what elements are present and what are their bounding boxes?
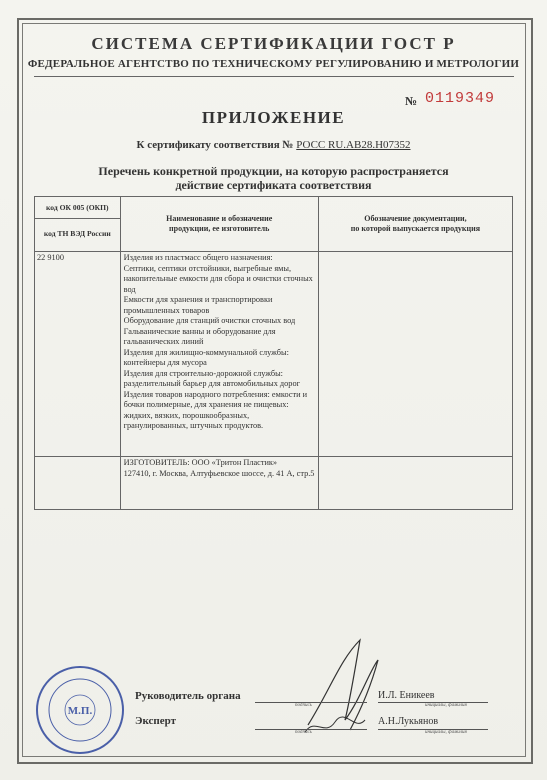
certificate-number: РОСС RU.AB28.H07352: [296, 139, 411, 151]
list-item: Изделия для строительно-дорожной службы: разделительный барьер для автомобильных дорог: [123, 368, 300, 388]
header-name-line-1: Наименование и обозначение: [166, 213, 273, 223]
expert-name: А.Н.Лукьянов: [378, 716, 439, 727]
expert-sign-caption: подпись: [295, 730, 312, 735]
form-number: 0119349: [425, 90, 496, 107]
head-name-caption: инициалы, фамилия: [425, 703, 467, 708]
signature-expert: [300, 712, 370, 742]
list-title-line-1: Перечень конкретной продукции, на которую распространяется: [98, 164, 449, 178]
round-seal-stamp: [34, 664, 126, 756]
table-row: [35, 252, 513, 457]
empty-code-cell: [35, 457, 121, 510]
header-divider: [34, 76, 514, 77]
header-tnved: код ТН ВЭД России: [43, 229, 111, 238]
list-item: Гальванические ванны и оборудование для гальванических линий: [123, 326, 276, 346]
table-header-row: [35, 197, 513, 252]
expert-label: Эксперт: [135, 715, 177, 727]
product-list: [120, 252, 318, 457]
list-item: Септики, септики отстойники, выгребные ямы, накопительные емкости для сбора и очистки сточных вод: [123, 263, 313, 294]
product-code: 22 9100: [35, 252, 121, 457]
head-sign-caption: подпись: [295, 703, 312, 708]
certificate-reference: [0, 139, 547, 151]
agency-title: ФЕДЕРАЛЬНОЕ АГЕНТСТВО ПО ТЕХНИЧЕСКОМУ РЕГУЛИРОВАНИЮ И МЕТРОЛОГИИ: [27, 58, 520, 70]
list-item: Изделия из пластмасс общего назначения:: [123, 253, 273, 262]
list-item: Изделия товаров народного потребления: емкости и бочки полимерные, для хранения не пищевых: жидких, вязких, порошкообразных, гранулированных, штучных продуктов.: [123, 389, 308, 430]
header-doc-line-2: по которой выпускается продукция: [350, 224, 481, 233]
documentation-cell: [318, 252, 512, 457]
list-title-line-2: действие сертификата соответствия: [175, 178, 372, 192]
system-title: СИСТЕМА СЕРТИФИКАЦИИ ГОСТ Р: [91, 34, 456, 53]
list-item: Емкости для хранения и транспортировки промышленных товаров: [123, 295, 273, 315]
manufacturer: [120, 457, 318, 510]
head-label: Руководитель органа: [135, 690, 241, 702]
manufacturer-address: 127410, г. Москва, Алтуфьевское шоссе, д. 41 А, стр.5: [123, 468, 315, 478]
list-item: Оборудование для станций очистки сточных вод: [123, 316, 296, 325]
number-label: №: [405, 94, 418, 108]
header-documentation: [318, 197, 512, 252]
header-doc-line-1: Обозначение документации,: [364, 213, 467, 223]
expert-name-caption: инициалы, фамилия: [425, 730, 467, 735]
header-codes: [35, 197, 121, 252]
certificate-prefix: К сертификату соответствия №: [136, 139, 294, 151]
empty-doc-cell: [318, 457, 512, 510]
list-item: Изделия для жилищно-коммунальной службы: контейнеры для мусора: [123, 347, 289, 367]
product-table: [34, 196, 513, 510]
header-name-line-2: продукции, ее изготовитель: [169, 224, 270, 233]
header-okp: код ОК 005 (ОКП): [35, 197, 120, 219]
manufacturer-name: ИЗГОТОВИТЕЛЬ: ООО «Тритон Пластик»: [123, 458, 278, 467]
table-row: [35, 457, 513, 510]
head-name: И.Л. Еникеев: [378, 690, 435, 701]
product-list-title: [0, 164, 547, 192]
header-product-name: [120, 197, 318, 252]
page-heading: ПРИЛОЖЕНИЕ: [201, 108, 346, 127]
stamp-center-text: М.П.: [67, 705, 93, 717]
